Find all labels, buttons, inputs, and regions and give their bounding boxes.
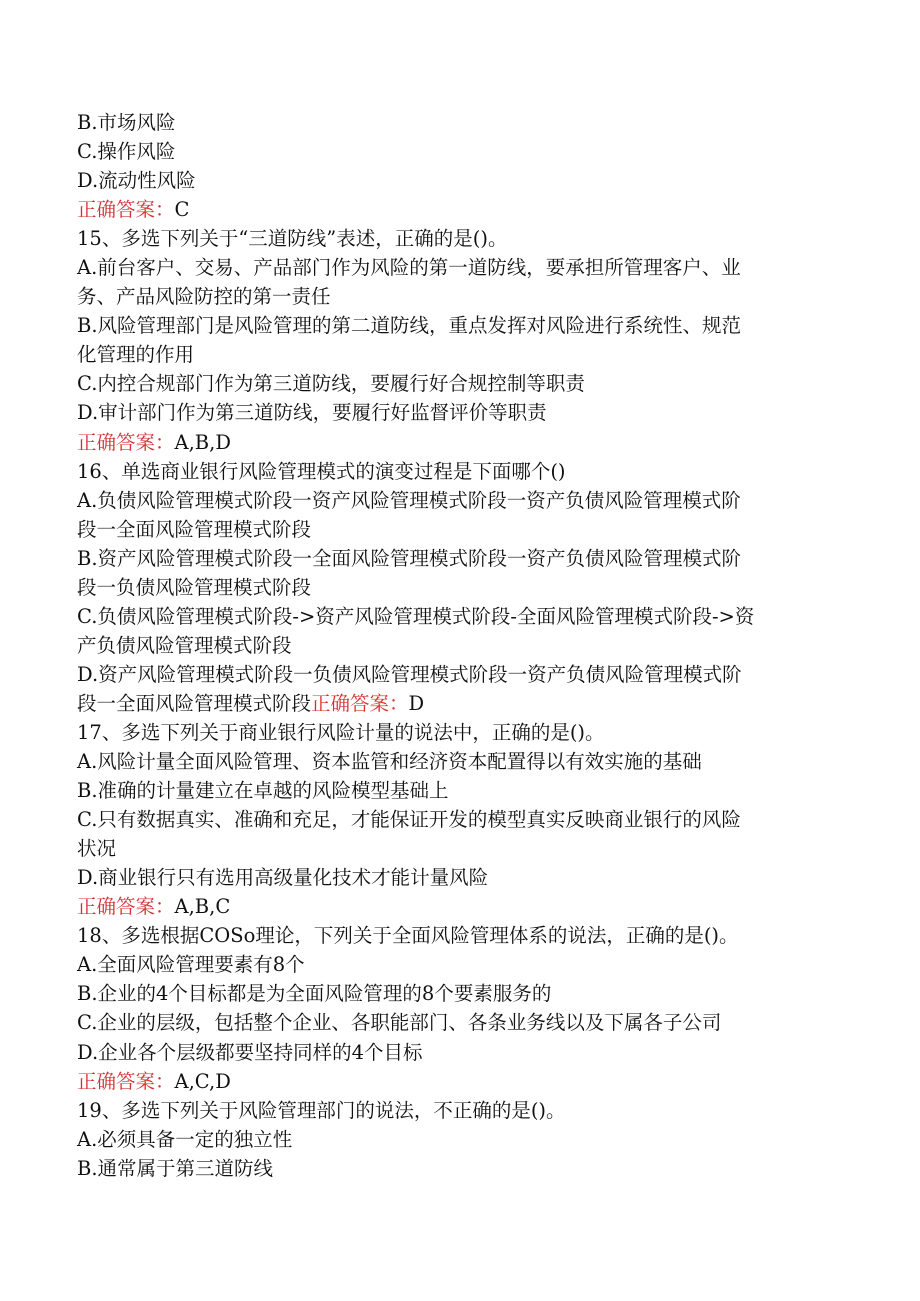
text-line: A.必须具备一定的独立性 xyxy=(77,1127,293,1151)
text-line: B.市场风险 xyxy=(77,111,176,134)
text-line: D.商业银行只有选用高级量化技术才能计量风险 xyxy=(77,866,489,890)
answer-line xyxy=(77,892,837,921)
text-line: 18、多选根据COSo理论，下列关于全面风险管理体系的说法，正确的是()。 xyxy=(77,924,739,948)
text-line: 化管理的作用 xyxy=(77,343,195,367)
answer-value: A,C,D xyxy=(174,1069,231,1093)
document-body xyxy=(77,108,837,1183)
text-line: C.企业的层级，包括整个企业、各职能部门、各条业务线以及下属各子公司 xyxy=(77,1011,722,1035)
text-line: A.风险计量全面风险管理、资本监管和经济资本配置得以有效实施的基础 xyxy=(77,750,702,774)
answer-value: A,B,C xyxy=(174,895,231,919)
text-line: 务、产品风险防控的第一责任 xyxy=(77,285,331,309)
text-line-with-answer xyxy=(77,689,837,718)
text-line: B.准确的计量建立在卓越的风险模型基础上 xyxy=(77,779,449,803)
answer-line xyxy=(77,195,837,224)
text-line: 16、单选商业银行风险管理模式的演变过程是下面哪个() xyxy=(77,459,566,483)
answer-label: 正确答案： xyxy=(77,895,175,919)
text-line: B.企业的4个目标都是为全面风险管理的8个要素服务的 xyxy=(77,982,552,1006)
text-line: 19、多选下列关于风险管理部门的说法，不正确的是()。 xyxy=(77,1098,566,1122)
text-line: B.通常属于第三道防线 xyxy=(77,1156,274,1180)
answer-line xyxy=(77,1067,837,1096)
answer-value: D xyxy=(408,691,425,715)
text-line: C.内控合规部门作为第三道防线，要履行好合规控制等职责 xyxy=(77,372,585,396)
text-line: 状况 xyxy=(77,837,117,861)
text-line: A.前台客户、交易、产品部门作为风险的第一道防线，要承担所管理客户、业 xyxy=(77,256,741,280)
answer-label: 正确答案： xyxy=(77,430,175,454)
text-line: B.风险管理部门是风险管理的第二道防线，重点发挥对风险进行系统性、规范 xyxy=(77,314,742,338)
text-line: 产负债风险管理模式阶段 xyxy=(77,633,292,657)
text-line: 17、多选下列关于商业银行风险计量的说法中，正确的是()。 xyxy=(77,720,605,744)
text-fragment: 段一全面风险管理模式阶段 xyxy=(77,691,312,715)
text-line: A.全面风险管理要素有8个 xyxy=(77,953,305,977)
text-line: C.负债风险管理模式阶段->资产风险管理模式阶段-全面风险管理模式阶段->资 xyxy=(77,604,755,628)
text-line: 段一全面风险管理模式阶段 xyxy=(77,517,312,541)
answer-label: 正确答案： xyxy=(311,691,409,715)
text-line: 15、多选下列关于“三道防线”表述，正确的是()。 xyxy=(77,227,508,251)
text-line: B.资产风险管理模式阶段一全面风险管理模式阶段一资产负债风险管理模式阶 xyxy=(77,546,742,570)
text-line: A.负债风险管理模式阶段一资产风险管理模式阶段一资产负债风险管理模式阶 xyxy=(77,488,741,512)
answer-value: A,B,D xyxy=(174,430,231,454)
answer-value: C xyxy=(174,198,190,222)
text-line: D.流动性风险 xyxy=(77,169,196,193)
answer-line xyxy=(77,428,837,457)
text-line: D.审计部门作为第三道防线，要履行好监督评价等职责 xyxy=(77,401,547,425)
text-line: 段一负债风险管理模式阶段 xyxy=(77,575,312,599)
text-line: C.只有数据真实、准确和充足，才能保证开发的模型真实反映商业银行的风险 xyxy=(77,808,741,832)
text-line: D.资产风险管理模式阶段一负债风险管理模式阶段一资产负债风险管理模式阶 xyxy=(77,662,742,686)
text-line: D.企业各个层级都要坚持同样的4个目标 xyxy=(77,1040,423,1064)
answer-label: 正确答案： xyxy=(77,1069,175,1093)
text-line: C.操作风险 xyxy=(77,140,176,164)
answer-label: 正确答案： xyxy=(77,198,175,222)
